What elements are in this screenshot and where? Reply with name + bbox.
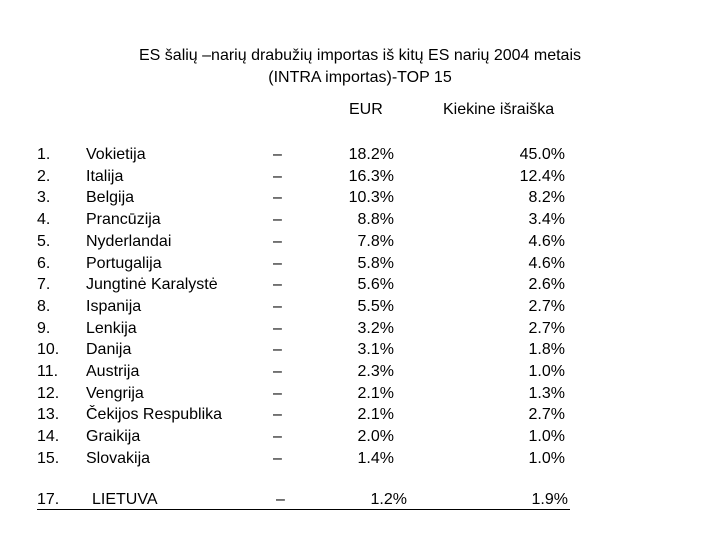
row-eur-share: 1.2% bbox=[370, 491, 407, 508]
footer-underline bbox=[37, 509, 570, 510]
row-country: Nyderlandai bbox=[86, 232, 172, 250]
row-quantity-share: 3.4% bbox=[528, 211, 565, 229]
table-row bbox=[0, 361, 720, 383]
table-row bbox=[0, 339, 720, 361]
table-row bbox=[0, 318, 720, 340]
row-quantity-share: 45.0% bbox=[519, 146, 565, 163]
row-dash: – bbox=[273, 449, 282, 467]
row-country: Jungtinė Karalystė bbox=[86, 276, 218, 294]
table-row bbox=[0, 404, 720, 426]
row-dash: – bbox=[276, 491, 285, 508]
row-dash: – bbox=[273, 276, 282, 294]
row-eur-share: 2.0% bbox=[357, 428, 394, 446]
row-eur-share: 18.2% bbox=[348, 146, 394, 163]
footer-row-lietuva bbox=[0, 490, 720, 510]
row-eur-share: 3.1% bbox=[357, 341, 394, 359]
row-number: 6. bbox=[37, 254, 51, 272]
row-quantity-share: 1.0% bbox=[528, 363, 565, 380]
row-dash: – bbox=[273, 384, 282, 402]
row-dash: – bbox=[273, 297, 282, 315]
row-dash: – bbox=[273, 341, 282, 359]
row-eur-share: 2.1% bbox=[357, 406, 394, 424]
row-eur-share: 5.6% bbox=[357, 276, 394, 294]
row-quantity-share: 2.6% bbox=[528, 276, 565, 294]
row-country: Danija bbox=[86, 341, 132, 359]
row-number: 12. bbox=[37, 384, 60, 402]
row-number: 1. bbox=[37, 146, 51, 163]
row-dash: – bbox=[273, 146, 282, 163]
row-dash: – bbox=[273, 319, 282, 337]
table-row bbox=[0, 448, 720, 470]
table-row bbox=[0, 209, 720, 231]
row-number: 4. bbox=[37, 211, 51, 229]
row-eur-share: 10.3% bbox=[348, 189, 394, 207]
row-quantity-share: 2.7% bbox=[528, 297, 565, 315]
row-number: 11. bbox=[37, 363, 59, 380]
row-quantity-share: 1.0% bbox=[528, 428, 565, 446]
row-dash: – bbox=[273, 232, 282, 250]
header-eur: EUR bbox=[349, 101, 383, 118]
row-dash: – bbox=[273, 428, 282, 446]
row-country: Slovakija bbox=[86, 449, 151, 467]
row-eur-share: 1.4% bbox=[357, 449, 394, 467]
row-eur-share: 2.1% bbox=[357, 384, 394, 402]
table-row bbox=[0, 426, 720, 448]
row-country: Ispanija bbox=[86, 297, 142, 315]
row-quantity-share: 1.0% bbox=[528, 449, 565, 467]
table-row bbox=[0, 274, 720, 296]
row-dash: – bbox=[273, 254, 282, 272]
row-number: 15. bbox=[37, 449, 60, 467]
table-row bbox=[0, 253, 720, 275]
row-country: Prancūzija bbox=[86, 211, 161, 229]
row-quantity-share: 1.9% bbox=[531, 491, 568, 508]
row-number: 5. bbox=[37, 232, 51, 250]
row-quantity-share: 4.6% bbox=[528, 254, 565, 272]
table-row bbox=[0, 296, 720, 318]
row-eur-share: 7.8% bbox=[357, 232, 394, 250]
row-quantity-share: 4.6% bbox=[528, 232, 565, 250]
row-country: Graikija bbox=[86, 428, 141, 446]
table-row bbox=[0, 187, 720, 209]
row-number: 2. bbox=[37, 167, 51, 185]
row-dash: – bbox=[273, 167, 282, 185]
row-eur-share: 8.8% bbox=[357, 211, 394, 229]
row-country: Vengrija bbox=[86, 384, 144, 402]
row-country: Čekijos Respublika bbox=[86, 406, 223, 424]
row-country: Lenkija bbox=[86, 319, 137, 337]
row-eur-share: 5.8% bbox=[357, 254, 394, 272]
row-country: Belgija bbox=[86, 189, 135, 207]
row-eur-share: 16.3% bbox=[348, 167, 394, 185]
row-country: Italija bbox=[86, 167, 124, 185]
header-kiekis: Kiekine išraiška bbox=[443, 101, 555, 118]
row-dash: – bbox=[273, 211, 282, 229]
table-row bbox=[0, 231, 720, 253]
row-number: 3. bbox=[37, 189, 51, 207]
row-country: Austrija bbox=[86, 363, 140, 380]
row-quantity-share: 12.4% bbox=[519, 167, 565, 185]
row-country: Portugalija bbox=[86, 254, 162, 272]
title-line-2: (INTRA importas)-TOP 15 bbox=[268, 69, 452, 86]
row-eur-share: 2.3% bbox=[357, 363, 394, 380]
row-number: 7. bbox=[37, 276, 51, 294]
row-dash: – bbox=[273, 189, 282, 207]
row-dash: – bbox=[273, 363, 282, 380]
row-number: 13. bbox=[37, 406, 60, 424]
row-eur-share: 5.5% bbox=[357, 297, 394, 315]
row-quantity-share: 2.7% bbox=[528, 406, 565, 424]
row-quantity-share: 8.2% bbox=[528, 189, 565, 207]
row-quantity-share: 1.3% bbox=[528, 384, 565, 402]
row-country: LIETUVA bbox=[92, 491, 158, 508]
row-quantity-share: 1.8% bbox=[528, 341, 565, 359]
table-row bbox=[0, 166, 720, 188]
row-country: Vokietija bbox=[86, 146, 146, 163]
row-number: 8. bbox=[37, 297, 51, 315]
row-eur-share: 3.2% bbox=[357, 319, 394, 337]
row-number: 17. bbox=[37, 491, 60, 508]
row-number: 10. bbox=[37, 341, 60, 359]
title-line-1: ES šalių –narių drabužių importas iš kitų ES narių 2004 metais bbox=[139, 47, 581, 64]
table-row bbox=[0, 383, 720, 405]
row-number: 14. bbox=[37, 428, 60, 446]
row-number: 9. bbox=[37, 319, 51, 337]
row-quantity-share: 2.7% bbox=[528, 319, 565, 337]
table-row bbox=[0, 144, 720, 166]
row-dash: – bbox=[273, 406, 282, 424]
